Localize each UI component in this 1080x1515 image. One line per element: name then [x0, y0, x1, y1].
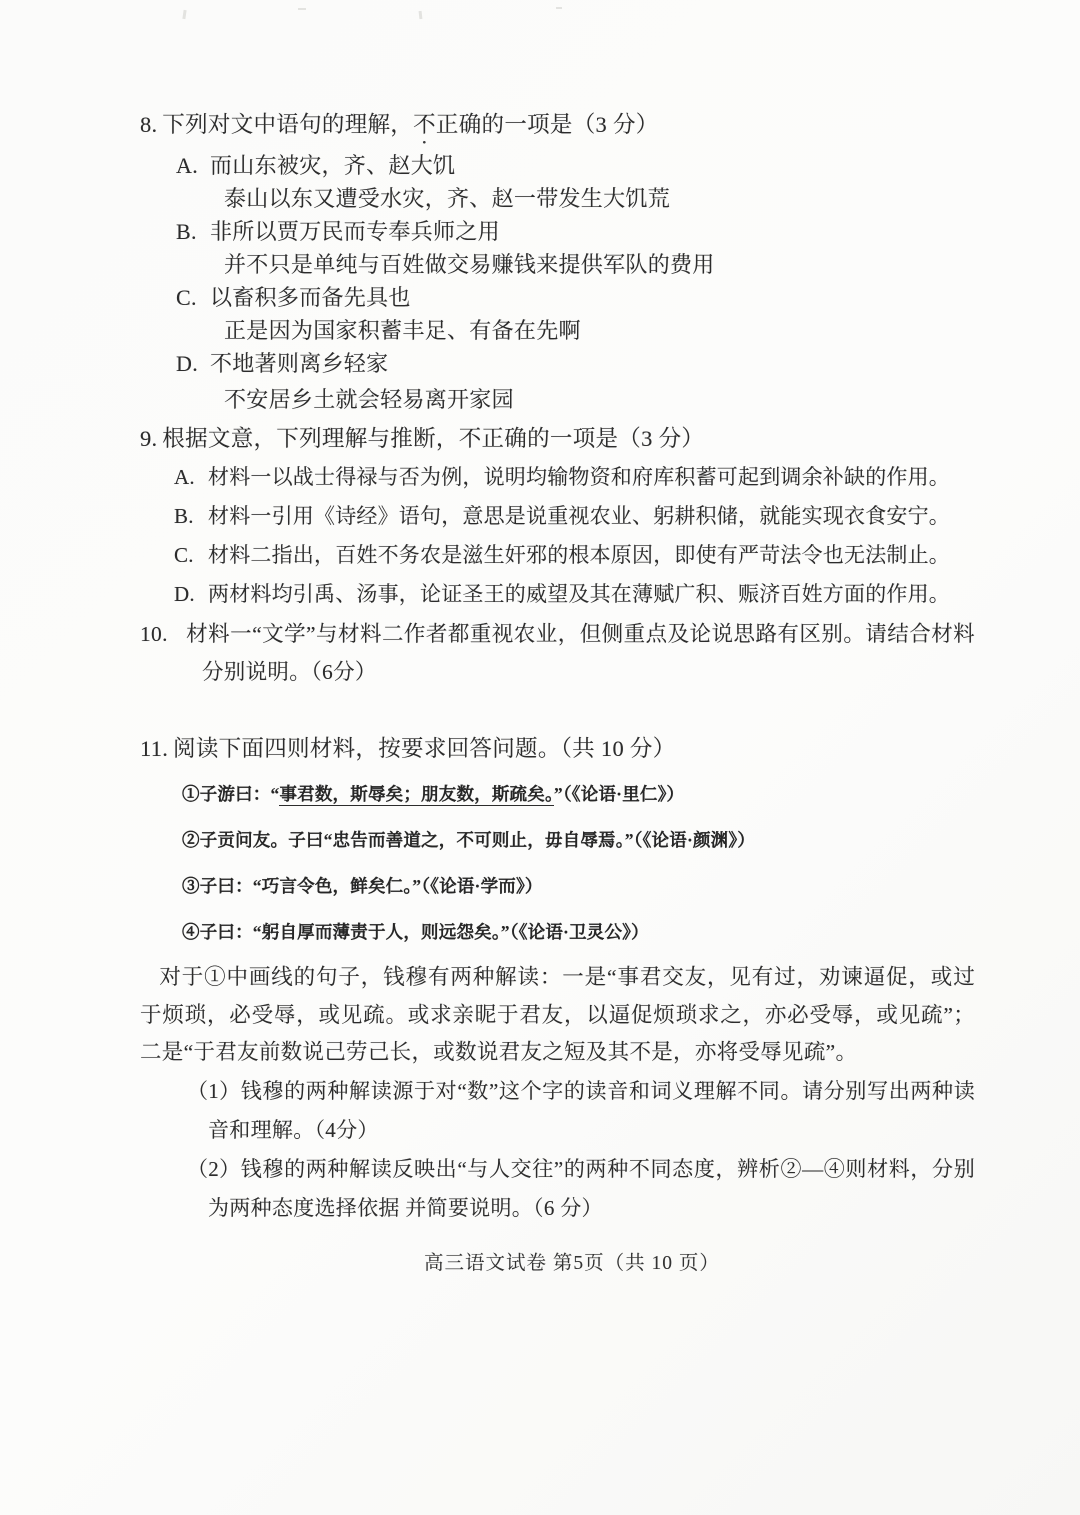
question-10-stem	[140, 615, 975, 691]
question-8-option-d	[140, 347, 975, 380]
material-3-text: ③子曰：“巧言令色，鲜矣仁。”（《论语·学而》）	[182, 876, 543, 896]
sub-2-label: （2）	[187, 1156, 241, 1181]
material-2	[140, 817, 975, 863]
option-b-text: 非所以贾万民而专奉兵师之用	[210, 219, 500, 244]
scan-artifact	[419, 11, 423, 19]
sub-1-text: 钱穆的两种解读源于对“数”这个字的读音和词义理解不同。请分别写出两种读音和理解。（4分）	[208, 1078, 975, 1142]
option-d-text: 两材料均引禹、汤事，论证圣王的威望及其在薄赋广积、赈济百姓方面的作用。	[208, 582, 950, 606]
question-8-option-a-translation: 泰山以东又遭受水灾，齐、赵一带发生大饥荒	[224, 186, 671, 211]
question-8-stem-text-after: 正确的一项是（3 分）	[435, 112, 659, 137]
question-8-option-c	[140, 281, 975, 314]
material-4-text: ④子曰：“躬自厚而薄责于人，则远怨矣。”（《论语·卫灵公》）	[182, 922, 649, 942]
question-8-option-b-translation: 并不只是单纯与百姓做交易赚钱来提供军队的费用	[224, 252, 715, 277]
question-8-option-c-translation: 正是因为国家积蓄丰足、有备在先啊	[224, 318, 581, 343]
material-1-source: ”（《论语·里仁》）	[553, 784, 685, 804]
question-9	[140, 419, 975, 614]
question-8-stem	[140, 108, 975, 149]
question-9-stem	[140, 419, 975, 458]
sub-2-text: 钱穆的两种解读反映出“与人交往”的两种不同态度，辨析②—④则材料，分别为两种态度选择依据 并简要说明。（6 分）	[208, 1156, 975, 1220]
question-9-stem-text: 根据文意，下列理解与推断，不正确的一项是（3 分）	[162, 426, 705, 451]
option-d-label: D.	[176, 351, 198, 376]
question-9-option-c	[140, 536, 975, 575]
scan-artifact	[182, 10, 186, 19]
option-a-label: A.	[176, 153, 198, 178]
qian-mu-interpretation-paragraph: 对于①中画线的句子，钱穆有两种解读：一是“事君交友，见有过，劝谏逼促，或过于烦琐，必受辱，或见疏。或求亲昵于君友，以逼促烦琐求之，亦必受辱，或见疏”；二是“于君友前数说己劳己长，或数说君友之短及其不是，亦将受辱见疏”。	[140, 965, 975, 1064]
sub-1-label: （1）	[187, 1078, 241, 1103]
question-9-option-a	[140, 458, 975, 497]
question-11-stem	[140, 730, 975, 768]
question-8-number: 8.	[140, 112, 158, 137]
material-1-underlined-text: 事君数，斯辱矣；朋友数，斯疏矣。	[279, 784, 554, 804]
option-a-text: 材料一以战士得禄与否为例，说明均输物资和府库积蓄可起到调余补缺的作用。	[208, 465, 950, 489]
option-a-text: 而山东被灾，齐、赵大饥	[210, 153, 456, 178]
option-c-label: C.	[174, 543, 194, 567]
question-11-number: 11.	[140, 736, 169, 761]
page-footer	[0, 1247, 1080, 1275]
option-c-text: 以畜积多而备先具也	[210, 285, 411, 310]
question-9-option-b	[140, 497, 975, 536]
material-1	[140, 771, 975, 817]
option-b-text: 材料一引用《诗经》语句，意思是说重视农业、躬耕积储，就能实现衣食安宁。	[208, 504, 950, 528]
scan-artifact	[556, 7, 562, 9]
question-8-option-d-translation: 不安居乡土就会轻易离开家园	[224, 387, 514, 412]
option-a-label: A.	[174, 465, 195, 489]
question-10-number: 10.	[140, 622, 168, 646]
material-3	[140, 863, 975, 909]
question-8-stem-emphasis: 不	[413, 112, 436, 137]
question-11	[140, 730, 975, 1228]
question-11-sub-1	[140, 1072, 975, 1150]
option-c-text: 材料二指出，百姓不务农是滋生奸邪的根本原因，即使有严苛法令也无法制止。	[208, 543, 950, 567]
option-d-text: 不地著则离乡轻家	[210, 351, 389, 376]
exam-content	[140, 108, 975, 1228]
question-11-materials	[140, 771, 975, 955]
question-10-stem-text: 材料一“文学”与材料二作者都重视农业，但侧重点及论说思路有区别。请结合材料分别说明。（6分）	[186, 622, 975, 684]
material-2-text: ②子贡问友。子曰“忠告而善道之，不可则止，毋自辱焉。”（《论语·颜渊》）	[182, 830, 756, 850]
question-8	[140, 108, 975, 416]
question-9-number: 9.	[140, 426, 158, 451]
question-10	[140, 615, 975, 691]
question-8-option-a	[140, 149, 975, 182]
option-d-label: D.	[174, 582, 195, 606]
page-footer-text: 高三语文试卷 第5页（共 10 页）	[424, 1253, 720, 1274]
question-9-option-d	[140, 575, 975, 614]
question-8-stem-text: 下列对文中语句的理解，	[162, 112, 414, 137]
question-11-stem-text: 阅读下面四则材料，按要求回答问题。（共 10 分）	[173, 736, 676, 761]
option-b-label: B.	[174, 504, 194, 528]
option-b-label: B.	[176, 219, 197, 244]
scan-artifact	[298, 8, 306, 10]
question-8-option-b	[140, 215, 975, 248]
material-4	[140, 909, 975, 955]
option-c-label: C.	[176, 285, 197, 310]
question-11-sub-2	[140, 1150, 975, 1228]
material-1-text: ①子游曰：“	[182, 784, 280, 804]
